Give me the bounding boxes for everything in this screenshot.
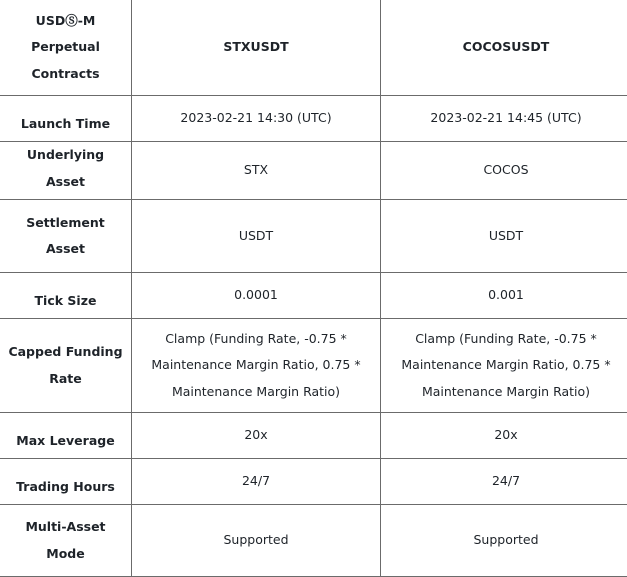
tick-size-stxusdt: 0.0001 [132, 273, 381, 319]
table-row [0, 413, 627, 459]
max-leverage-cocosusdt: 20x [381, 413, 627, 459]
header-title-line: Perpetual [8, 34, 123, 61]
table-row [0, 142, 627, 200]
row-label-settlement-asset: Settlement Asset [0, 200, 132, 273]
launch-time-cocosusdt: 2023-02-21 14:45 (UTC) [381, 96, 627, 142]
settlement-asset-cocosusdt: USDT [381, 200, 627, 273]
table-row [0, 319, 627, 413]
table-row [0, 200, 627, 273]
table-row [0, 273, 627, 319]
table-header-row [0, 0, 627, 96]
multi-asset-mode-stxusdt: Supported [132, 505, 381, 577]
trading-hours-cocosusdt: 24/7 [381, 459, 627, 505]
launch-time-stxusdt: 2023-02-21 14:30 (UTC) [132, 96, 381, 142]
row-label-underlying-asset: Underlying Asset [0, 142, 132, 200]
multi-asset-mode-cocosusdt: Supported [381, 505, 627, 577]
header-title-line: USDⓈ-M [8, 8, 123, 35]
capped-funding-rate-cocosusdt: Clamp (Funding Rate, -0.75 * Maintenance Margin Ratio, 0.75 * Maintenance Margin Ratio) [381, 319, 627, 413]
underlying-asset-cocosusdt: COCOS [381, 142, 627, 200]
table-row [0, 96, 627, 142]
row-label-tick-size: Tick Size [0, 273, 132, 319]
max-leverage-stxusdt: 20x [132, 413, 381, 459]
table-row [0, 459, 627, 505]
row-label-capped-funding-rate: Capped Funding Rate [0, 319, 132, 413]
row-label-multi-asset-mode: Multi-Asset Mode [0, 505, 132, 577]
contract-header-stxusdt: STXUSDT [132, 0, 381, 96]
row-label-max-leverage: Max Leverage [0, 413, 132, 459]
table-row [0, 505, 627, 577]
header-label-cell [0, 0, 132, 96]
row-label-trading-hours: Trading Hours [0, 459, 132, 505]
header-title-line: Contracts [8, 61, 123, 88]
settlement-asset-stxusdt: USDT [132, 200, 381, 273]
row-label-launch-time: Launch Time [0, 96, 132, 142]
trading-hours-stxusdt: 24/7 [132, 459, 381, 505]
tick-size-cocosusdt: 0.001 [381, 273, 627, 319]
contract-header-cocosusdt: COCOSUSDT [381, 0, 627, 96]
capped-funding-rate-stxusdt: Clamp (Funding Rate, -0.75 * Maintenance Margin Ratio, 0.75 * Maintenance Margin Ratio) [132, 319, 381, 413]
underlying-asset-stxusdt: STX [132, 142, 381, 200]
